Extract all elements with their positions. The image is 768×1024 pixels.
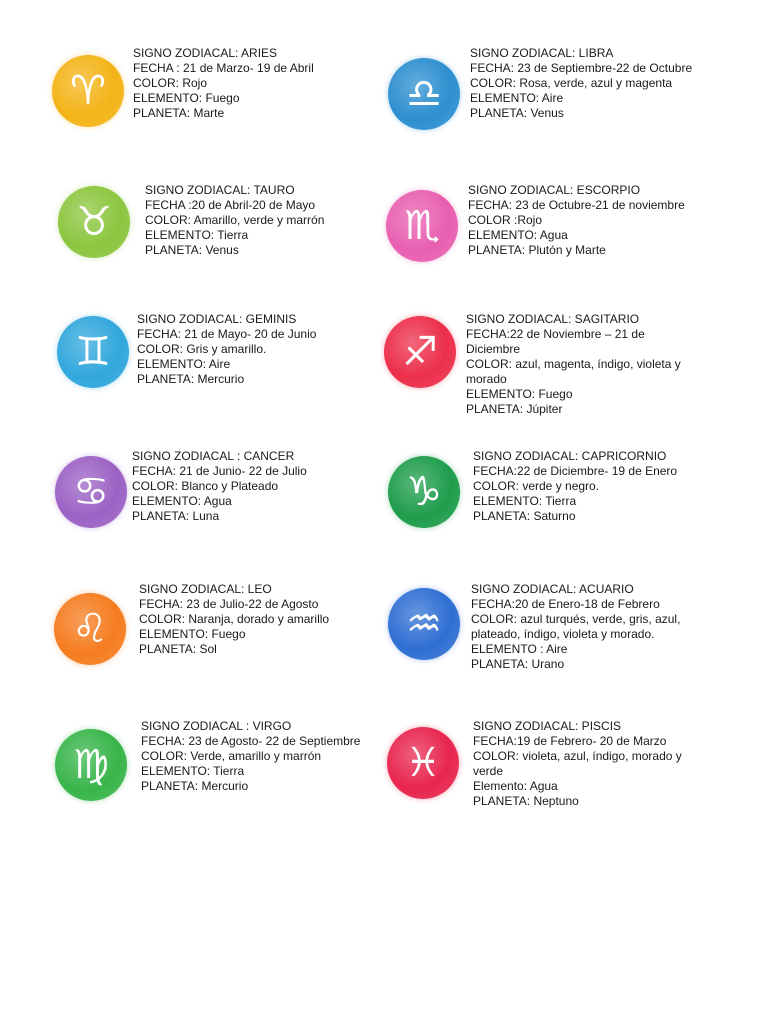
sign-date: FECHA: 23 de Julio-22 de Agosto — [139, 597, 319, 611]
sign-color: COLOR: Verde, amarillo y marrón — [141, 749, 322, 763]
sign-element: ELEMENTO: Aire — [470, 91, 564, 105]
sign-element: ELEMENTO: Fuego — [139, 627, 246, 641]
aries-icon: ♈ — [52, 55, 124, 127]
sign-title: SIGNO ZODIACAL: GEMINIS — [137, 312, 297, 326]
sign-title: SIGNO ZODIACAL: PISCIS — [473, 719, 622, 733]
sign-date: FECHA: 23 de Agosto- 22 de Septiembre — [141, 734, 361, 748]
sign-element: Elemento: Agua — [473, 779, 558, 793]
sign-color: COLOR: verde y negro. — [473, 479, 600, 493]
sign-element: ELEMENTO: Tierra — [473, 494, 577, 508]
sign-element: ELEMENTO: Fuego — [466, 387, 573, 401]
libra-icon: ♎ — [388, 58, 460, 130]
sign-date: FECHA: 21 de Mayo- 20 de Junio — [137, 327, 317, 341]
sign-title: SIGNO ZODIACAL: TAURO — [145, 183, 295, 197]
sign-color: COLOR: Naranja, dorado y amarillo — [139, 612, 330, 626]
sign-color: COLOR: Blanco y Plateado — [132, 479, 279, 493]
cancer-icon: ♋ — [55, 456, 127, 528]
aquarius-icon: ♒ — [388, 588, 460, 660]
sign-title: SIGNO ZODIACAL: LIBRA — [470, 46, 614, 60]
sign-color: COLOR: Gris y amarillo. — [137, 342, 267, 356]
leo-icon: ♌ — [54, 593, 126, 665]
sign-planet: PLANETA: Urano — [471, 657, 565, 671]
sign-title: SIGNO ZODIACAL: LEO — [139, 582, 272, 596]
sign-element: ELEMENTO: Agua — [468, 228, 568, 242]
sign-date: FECHA: 21 de Junio- 22 de Julio — [132, 464, 307, 478]
sign-color: COLOR: Rojo — [133, 76, 208, 90]
sign-color: COLOR: violeta, azul, índigo, morado y verde — [473, 749, 682, 778]
sign-planet: PLANETA: Venus — [145, 243, 239, 257]
gemini-icon: ♊ — [57, 316, 129, 388]
sign-planet: PLANETA: Saturno — [473, 509, 576, 523]
sign-date: FECHA:22 de Diciembre- 19 de Enero — [473, 464, 678, 478]
sign-planet: PLANETA: Mercurio — [141, 779, 249, 793]
sagittarius-icon: ♐ — [384, 316, 456, 388]
sign-element: ELEMENTO: Tierra — [145, 228, 249, 242]
virgo-icon: ♍ — [55, 729, 127, 801]
sign-title: SIGNO ZODIACAL: ESCORPIO — [468, 183, 641, 197]
sign-planet: PLANETA: Marte — [133, 106, 225, 120]
sign-date: FECHA: 23 de Septiembre-22 de Octubre — [470, 61, 693, 75]
sign-color: COLOR: azul turqués, verde, gris, azul, plateado, índigo, violeta y morado. — [471, 612, 681, 641]
sign-element: ELEMENTO: Fuego — [133, 91, 240, 105]
sign-color: COLOR :Rojo — [468, 213, 543, 227]
sign-color: COLOR: Amarillo, verde y marrón — [145, 213, 325, 227]
sign-date: FECHA:20 de Enero-18 de Febrero — [471, 597, 660, 611]
sign-date: FECHA : 21 de Marzo- 19 de Abril — [133, 61, 314, 75]
sign-element: ELEMENTO: Tierra — [141, 764, 245, 778]
sign-title: SIGNO ZODIACAL : VIRGO — [141, 719, 292, 733]
sign-title: SIGNO ZODIACAL: SAGITARIO — [466, 312, 640, 326]
sign-planet: PLANETA: Venus — [470, 106, 564, 120]
scorpio-icon: ♏ — [386, 190, 458, 262]
sign-planet: PLANETA: Plutón y Marte — [468, 243, 606, 257]
sign-date: FECHA: 23 de Octubre-21 de noviembre — [468, 198, 685, 212]
sign-element: ELEMENTO : Aire — [471, 642, 568, 656]
sign-title: SIGNO ZODIACAL: ACUARIO — [471, 582, 634, 596]
sign-title: SIGNO ZODIACAL: CAPRICORNIO — [473, 449, 667, 463]
sign-date: FECHA:22 de Noviembre – 21 de Diciembre — [466, 327, 645, 356]
sign-planet: PLANETA: Júpiter — [466, 402, 563, 416]
sign-color: COLOR: Rosa, verde, azul y magenta — [470, 76, 673, 90]
sign-title: SIGNO ZODIACAL: ARIES — [133, 46, 278, 60]
taurus-icon: ♉ — [58, 186, 130, 258]
sign-planet: PLANETA: Mercurio — [137, 372, 245, 386]
sign-planet: PLANETA: Neptuno — [473, 794, 579, 808]
sign-planet: PLANETA: Luna — [132, 509, 220, 523]
pisces-icon: ♓ — [387, 727, 459, 799]
sign-title: SIGNO ZODIACAL : CANCER — [132, 449, 295, 463]
sign-planet: PLANETA: Sol — [139, 642, 217, 656]
sign-color: COLOR: azul, magenta, índigo, violeta y morado — [466, 357, 681, 386]
sign-element: ELEMENTO: Aire — [137, 357, 231, 371]
sign-date: FECHA:19 de Febrero- 20 de Marzo — [473, 734, 667, 748]
sign-date: FECHA :20 de Abril-20 de Mayo — [145, 198, 316, 212]
sign-element: ELEMENTO: Agua — [132, 494, 232, 508]
capricorn-icon: ♑ — [388, 456, 460, 528]
